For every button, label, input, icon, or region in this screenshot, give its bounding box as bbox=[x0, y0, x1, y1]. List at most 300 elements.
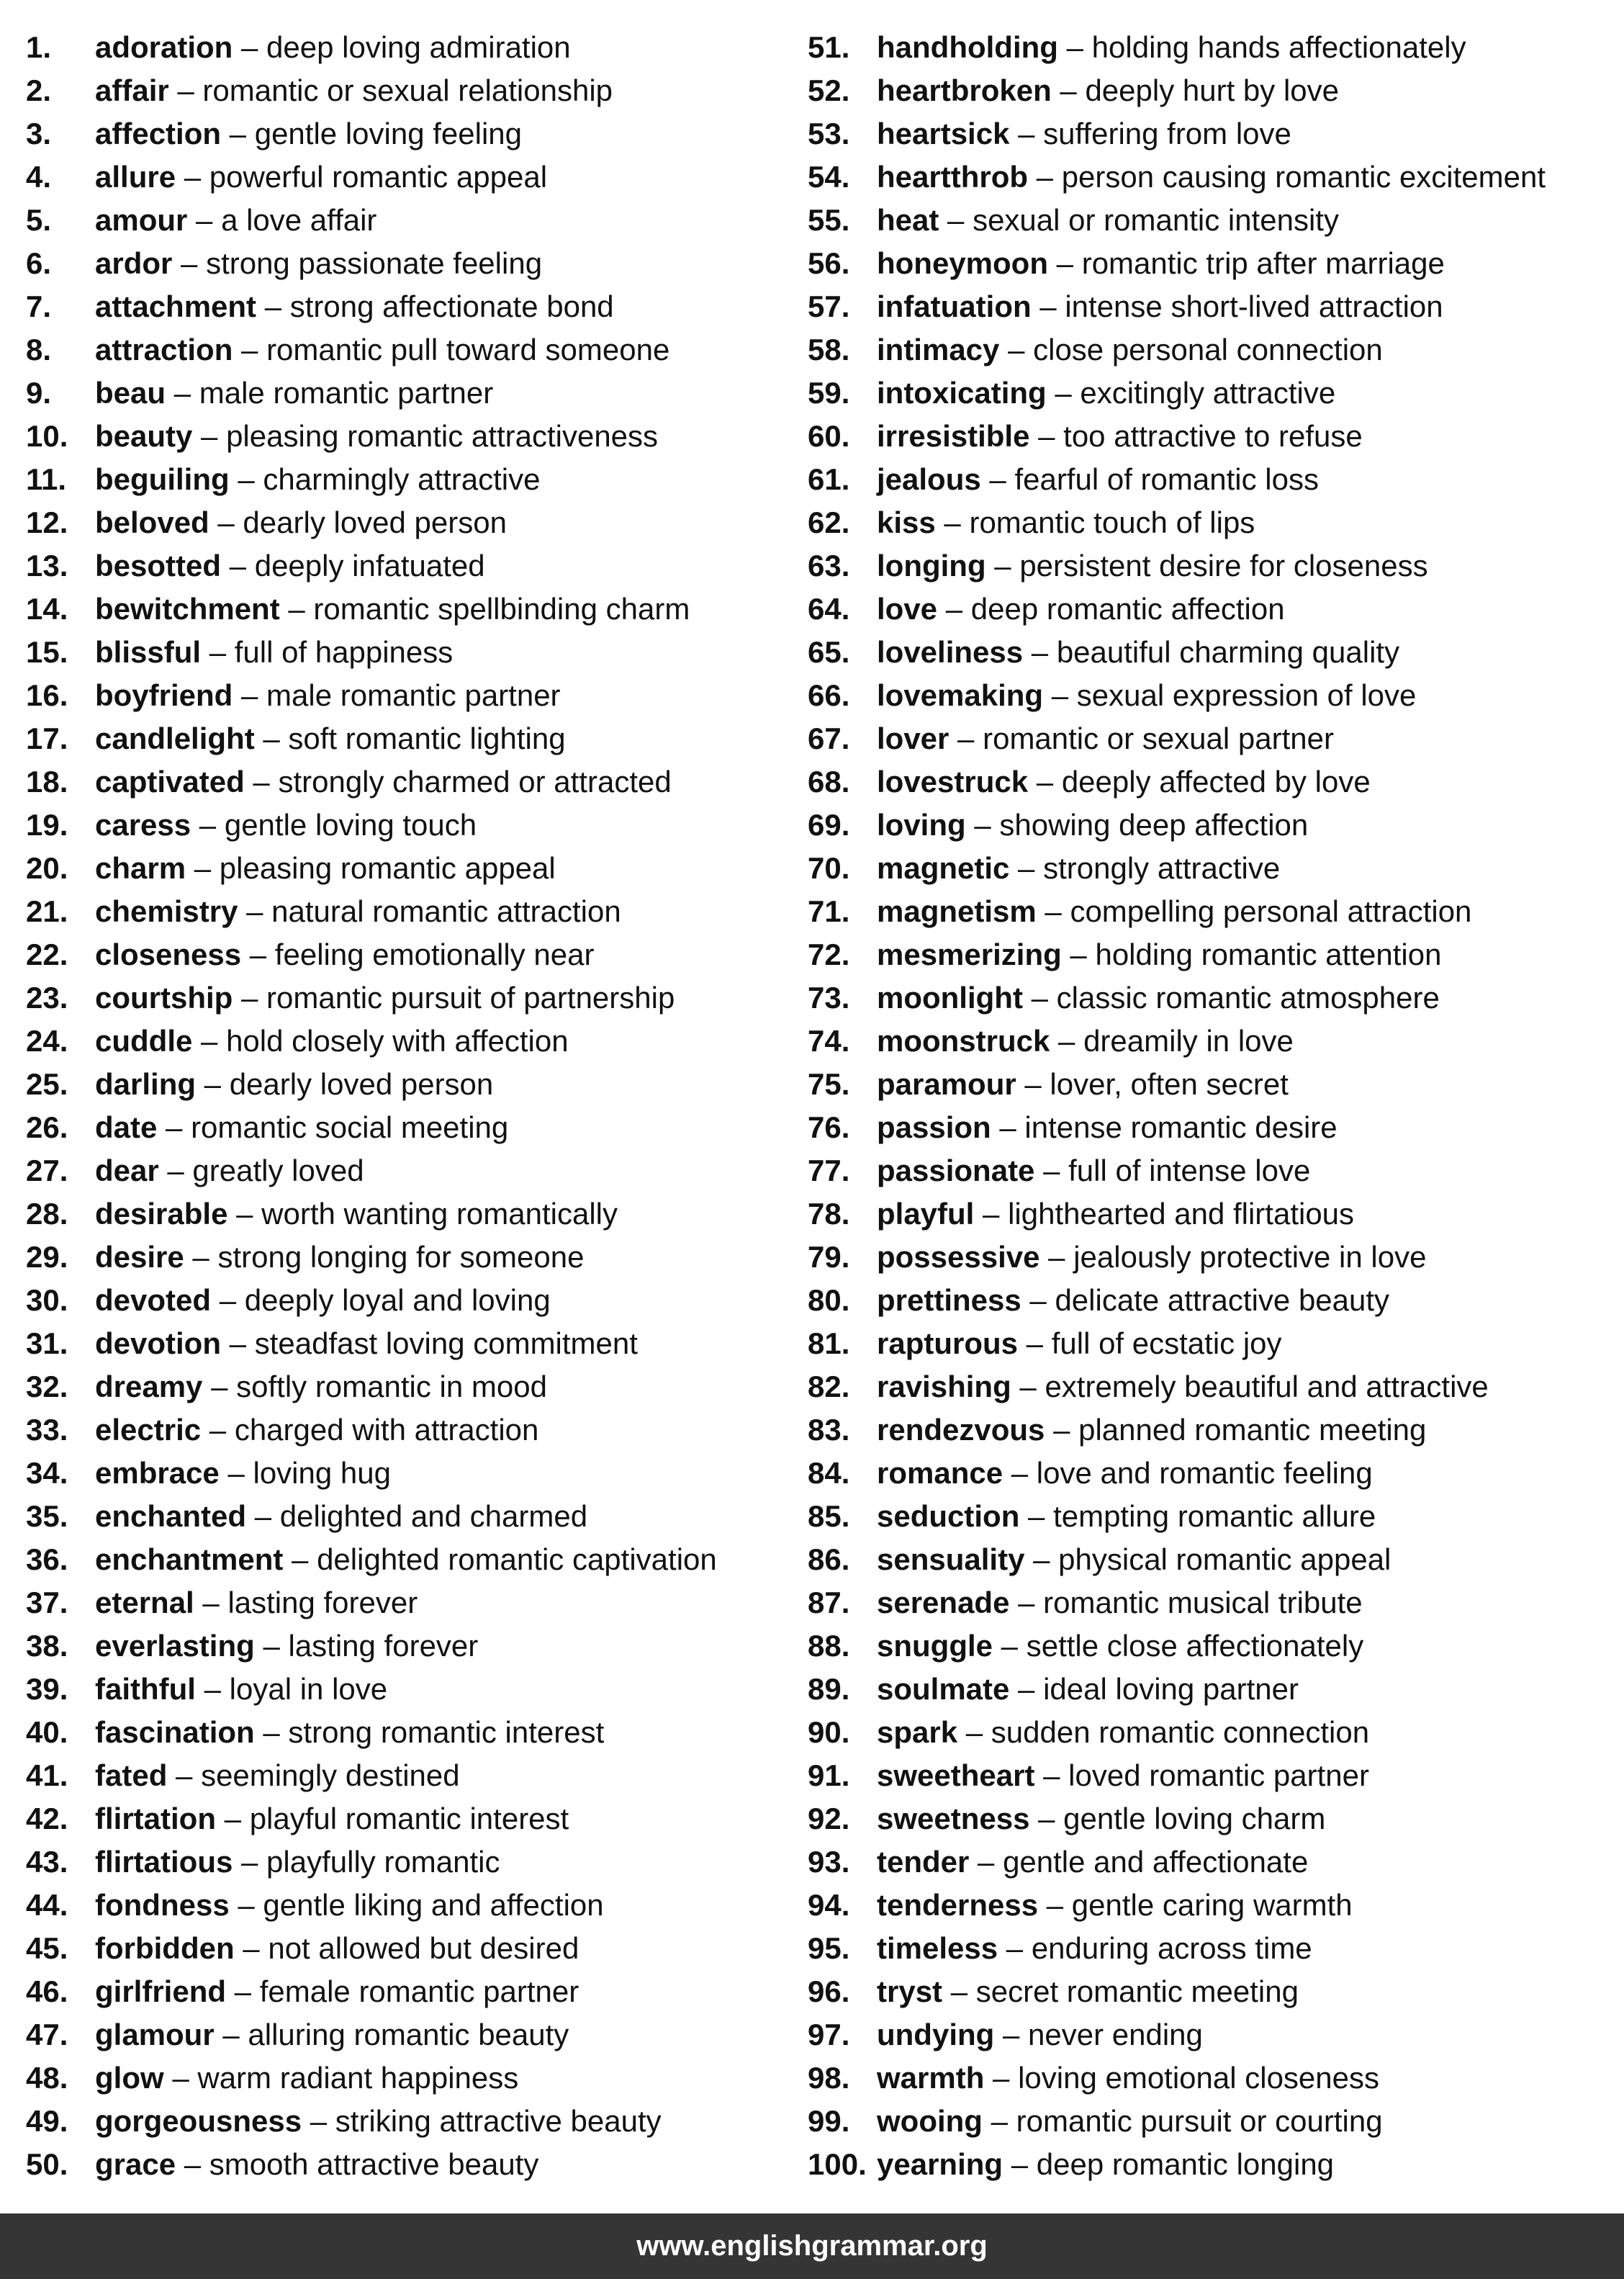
item-definition: strong longing for someone bbox=[217, 1240, 585, 1274]
list-item bbox=[808, 544, 1592, 588]
item-separator: – bbox=[168, 73, 203, 107]
list-item bbox=[26, 156, 811, 199]
item-number: 98. bbox=[808, 2061, 850, 2095]
item-definition: gentle liking and affection bbox=[263, 1888, 604, 1922]
footer-url[interactable]: www.englishgrammar.org bbox=[636, 2230, 988, 2262]
item-term: longing bbox=[877, 549, 986, 583]
item-number: 66. bbox=[808, 678, 850, 712]
item-term: ardor bbox=[95, 246, 173, 280]
item-term: desirable bbox=[95, 1197, 228, 1231]
item-term: desire bbox=[95, 1240, 184, 1274]
item-definition: showing deep affection bbox=[999, 808, 1309, 842]
item-separator: – bbox=[221, 1326, 255, 1360]
item-number: 34. bbox=[26, 1456, 68, 1490]
list-item bbox=[808, 1106, 1592, 1149]
item-separator: – bbox=[234, 1931, 269, 1965]
item-definition: warm radiant happiness bbox=[197, 2061, 519, 2095]
item-term: darling bbox=[95, 1067, 197, 1101]
item-term: allure bbox=[95, 160, 176, 194]
list-item bbox=[808, 1624, 1592, 1668]
item-definition: deep romantic longing bbox=[1036, 2147, 1335, 2181]
item-number: 36. bbox=[26, 1542, 68, 1576]
item-number: 82. bbox=[808, 1370, 850, 1403]
item-term: forbidden bbox=[95, 1931, 235, 1965]
item-term: girlfriend bbox=[95, 1974, 227, 2008]
item-term: date bbox=[95, 1110, 158, 1144]
item-term: wooing bbox=[877, 2104, 983, 2138]
item-separator: – bbox=[1009, 117, 1044, 150]
item-number: 76. bbox=[808, 1110, 850, 1144]
item-number: 41. bbox=[26, 1758, 68, 1792]
item-number: 25. bbox=[26, 1067, 68, 1101]
item-separator: – bbox=[176, 160, 209, 194]
item-number: 4. bbox=[26, 160, 52, 194]
item-number: 19. bbox=[26, 808, 68, 842]
item-term: glamour bbox=[95, 2018, 215, 2051]
item-separator: – bbox=[1009, 1586, 1044, 1619]
footer-bar bbox=[0, 2213, 1624, 2279]
item-number: 37. bbox=[26, 1586, 68, 1619]
item-number: 97. bbox=[808, 2018, 850, 2051]
item-term: ravishing bbox=[877, 1370, 1011, 1403]
item-number: 74. bbox=[808, 1024, 850, 1058]
list-item bbox=[26, 242, 811, 285]
item-number: 38. bbox=[26, 1629, 68, 1663]
item-number: 83. bbox=[808, 1413, 850, 1447]
item-term: eternal bbox=[95, 1586, 194, 1619]
item-definition: dearly loved person bbox=[243, 505, 507, 539]
item-definition: sexual or romantic intensity bbox=[973, 203, 1339, 237]
item-number: 29. bbox=[26, 1240, 68, 1274]
item-definition: romantic pursuit of partnership bbox=[266, 981, 675, 1015]
list-item bbox=[26, 1322, 811, 1365]
item-definition: delighted romantic captivation bbox=[317, 1542, 717, 1576]
item-separator: – bbox=[187, 203, 222, 237]
item-separator: – bbox=[965, 808, 1000, 842]
item-separator: – bbox=[201, 1413, 235, 1447]
item-term: moonlight bbox=[877, 981, 1023, 1015]
item-definition: a love affair bbox=[221, 203, 377, 237]
item-number: 53. bbox=[808, 117, 850, 150]
item-term: sensuality bbox=[877, 1542, 1025, 1576]
item-number: 64. bbox=[808, 592, 850, 626]
item-separator: – bbox=[1043, 678, 1077, 712]
item-term: heartsick bbox=[877, 117, 1010, 150]
item-separator: – bbox=[214, 2018, 248, 2051]
item-definition: classic romantic atmosphere bbox=[1056, 981, 1440, 1015]
item-separator: – bbox=[192, 1024, 227, 1058]
item-separator: – bbox=[221, 117, 255, 150]
item-separator: – bbox=[246, 1499, 280, 1533]
item-definition: intense short-lived attraction bbox=[1065, 289, 1443, 323]
item-number: 17. bbox=[26, 722, 68, 755]
list-item bbox=[808, 631, 1592, 674]
item-separator: – bbox=[998, 1931, 1032, 1965]
item-term: serenade bbox=[877, 1586, 1010, 1619]
item-number: 67. bbox=[808, 722, 850, 755]
item-term: rapturous bbox=[877, 1326, 1019, 1360]
item-number: 88. bbox=[808, 1629, 850, 1663]
item-term: adoration bbox=[95, 30, 233, 64]
item-term: snuggle bbox=[877, 1629, 993, 1663]
item-separator: – bbox=[1028, 160, 1062, 194]
item-definition: soft romantic lighting bbox=[288, 722, 566, 755]
list-item bbox=[26, 1192, 811, 1236]
item-term: heat bbox=[877, 203, 939, 237]
list-item bbox=[808, 760, 1592, 804]
item-term: playful bbox=[877, 1197, 975, 1231]
item-term: infatuation bbox=[877, 289, 1032, 323]
item-number: 31. bbox=[26, 1326, 68, 1360]
item-term: irresistible bbox=[877, 419, 1030, 453]
item-definition: softly romantic in mood bbox=[236, 1370, 547, 1403]
item-separator: – bbox=[233, 30, 267, 64]
item-term: heartthrob bbox=[877, 160, 1028, 194]
item-separator: – bbox=[1023, 635, 1057, 669]
item-term: grace bbox=[95, 2147, 176, 2181]
item-term: passion bbox=[877, 1110, 991, 1144]
item-definition: planned romantic meeting bbox=[1078, 1413, 1427, 1447]
vocabulary-list-left bbox=[26, 26, 811, 2186]
list-item bbox=[26, 1711, 811, 1754]
item-separator: – bbox=[1003, 2147, 1037, 2181]
list-item bbox=[26, 1797, 811, 1840]
item-definition: love and romantic feeling bbox=[1036, 1456, 1373, 1490]
item-term: beauty bbox=[95, 419, 193, 453]
list-item bbox=[26, 112, 811, 156]
item-definition: loving emotional closeness bbox=[1018, 2061, 1380, 2095]
item-separator: – bbox=[1028, 765, 1062, 799]
item-number: 51. bbox=[808, 30, 850, 64]
item-term: everlasting bbox=[95, 1629, 255, 1663]
item-number: 73. bbox=[808, 981, 850, 1015]
list-item bbox=[26, 631, 811, 674]
list-item bbox=[26, 976, 811, 1020]
item-definition: holding romantic attention bbox=[1095, 938, 1442, 971]
item-separator: – bbox=[991, 1110, 1025, 1144]
item-term: yearning bbox=[877, 2147, 1003, 2181]
item-separator: – bbox=[1046, 376, 1081, 410]
item-term: prettiness bbox=[877, 1283, 1021, 1317]
item-number: 100. bbox=[808, 2147, 867, 2181]
item-term: dear bbox=[95, 1154, 159, 1187]
item-term: cuddle bbox=[95, 1024, 193, 1058]
list-item bbox=[26, 847, 811, 890]
item-separator: – bbox=[969, 1845, 1003, 1879]
item-number: 2. bbox=[26, 73, 52, 107]
item-definition: deeply affected by love bbox=[1061, 765, 1371, 799]
item-separator: – bbox=[1048, 246, 1082, 280]
item-definition: deeply hurt by love bbox=[1085, 73, 1339, 107]
list-item bbox=[26, 328, 811, 372]
list-item bbox=[808, 415, 1592, 458]
item-definition: holding hands affectionately bbox=[1091, 30, 1466, 64]
item-definition: romantic pull toward someone bbox=[266, 333, 670, 367]
item-term: loving bbox=[877, 808, 966, 842]
item-definition: gentle loving touch bbox=[224, 808, 477, 842]
list-item bbox=[26, 1365, 811, 1408]
item-term: courtship bbox=[95, 981, 233, 1015]
item-term: timeless bbox=[877, 1931, 998, 1965]
item-number: 60. bbox=[808, 419, 850, 453]
item-separator: – bbox=[186, 851, 220, 885]
item-number: 75. bbox=[808, 1067, 850, 1101]
list-item bbox=[808, 285, 1592, 328]
item-number: 21. bbox=[26, 894, 68, 928]
item-term: closeness bbox=[95, 938, 242, 971]
item-term: embrace bbox=[95, 1456, 220, 1490]
item-number: 9. bbox=[26, 376, 52, 410]
item-separator: – bbox=[254, 1629, 289, 1663]
list-item bbox=[808, 1365, 1592, 1408]
item-term: soulmate bbox=[877, 1672, 1010, 1706]
item-separator: – bbox=[1009, 1672, 1044, 1706]
list-item bbox=[26, 1452, 811, 1495]
item-term: gorgeousness bbox=[95, 2104, 302, 2138]
list-item bbox=[26, 1063, 811, 1106]
item-number: 8. bbox=[26, 333, 52, 367]
list-item bbox=[26, 1668, 811, 1711]
item-number: 84. bbox=[808, 1456, 850, 1490]
item-separator: – bbox=[191, 808, 225, 842]
item-definition: sexual expression of love bbox=[1076, 678, 1417, 712]
list-item bbox=[26, 2013, 811, 2057]
item-separator: – bbox=[221, 549, 255, 583]
item-number: 15. bbox=[26, 635, 68, 669]
item-number: 72. bbox=[808, 938, 850, 971]
list-item bbox=[26, 1927, 811, 1970]
list-item bbox=[26, 69, 811, 112]
item-definition: intense romantic desire bbox=[1024, 1110, 1337, 1144]
item-separator: – bbox=[993, 1629, 1027, 1663]
item-definition: greatly loved bbox=[192, 1154, 364, 1187]
list-item bbox=[26, 890, 811, 933]
item-separator: – bbox=[256, 289, 290, 323]
item-number: 32. bbox=[26, 1370, 68, 1403]
item-separator: – bbox=[1019, 1499, 1054, 1533]
item-definition: deeply infatuated bbox=[254, 549, 485, 583]
item-separator: – bbox=[1061, 938, 1096, 971]
item-term: beau bbox=[95, 376, 166, 410]
item-number: 1. bbox=[26, 30, 52, 64]
item-definition: compelling personal attraction bbox=[1070, 894, 1472, 928]
item-separator: – bbox=[302, 2104, 335, 2138]
item-separator: – bbox=[1051, 73, 1086, 107]
item-number: 58. bbox=[808, 333, 850, 367]
item-definition: loved romantic partner bbox=[1068, 1758, 1370, 1792]
list-item bbox=[26, 1754, 811, 1797]
item-number: 33. bbox=[26, 1413, 68, 1447]
item-definition: romantic or sexual partner bbox=[983, 722, 1334, 755]
item-number: 59. bbox=[808, 376, 850, 410]
item-number: 16. bbox=[26, 678, 68, 712]
item-definition: not allowed but desired bbox=[268, 1931, 579, 1965]
list-item bbox=[26, 458, 811, 501]
vocabulary-list-right bbox=[808, 26, 1592, 2186]
list-item bbox=[808, 1149, 1592, 1192]
item-separator: – bbox=[254, 1715, 289, 1749]
item-separator: – bbox=[1029, 1802, 1064, 1835]
item-definition: lasting forever bbox=[227, 1586, 418, 1619]
item-number: 6. bbox=[26, 246, 52, 280]
item-term: sweetness bbox=[877, 1802, 1030, 1835]
list-item bbox=[808, 1970, 1592, 2013]
list-item bbox=[26, 199, 811, 242]
item-term: fondness bbox=[95, 1888, 230, 1922]
item-definition: strong affectionate bond bbox=[289, 289, 614, 323]
item-number: 24. bbox=[26, 1024, 68, 1058]
item-separator: – bbox=[209, 505, 243, 539]
item-number: 42. bbox=[26, 1802, 68, 1835]
item-separator: – bbox=[935, 505, 970, 539]
item-number: 47. bbox=[26, 2018, 68, 2051]
item-term: fascination bbox=[95, 1715, 255, 1749]
item-term: electric bbox=[95, 1413, 202, 1447]
item-term: tenderness bbox=[877, 1888, 1039, 1922]
item-separator: – bbox=[202, 1370, 237, 1403]
item-number: 23. bbox=[26, 981, 68, 1015]
item-term: flirtation bbox=[95, 1802, 216, 1835]
item-separator: – bbox=[233, 981, 267, 1015]
item-definition: delicate attractive beauty bbox=[1055, 1283, 1390, 1317]
item-definition: secret romantic meeting bbox=[975, 1974, 1299, 2008]
list-item bbox=[26, 717, 811, 760]
item-definition: gentle loving charm bbox=[1063, 1802, 1326, 1835]
list-item bbox=[808, 2143, 1592, 2186]
list-item bbox=[808, 1754, 1592, 1797]
item-number: 44. bbox=[26, 1888, 68, 1922]
list-item bbox=[808, 588, 1592, 631]
list-item bbox=[26, 1970, 811, 2013]
item-separator: – bbox=[233, 678, 267, 712]
item-definition: lover, often secret bbox=[1050, 1067, 1289, 1101]
item-definition: deeply loyal and loving bbox=[244, 1283, 551, 1317]
item-definition: dearly loved person bbox=[229, 1067, 494, 1101]
list-item bbox=[808, 458, 1592, 501]
list-item bbox=[808, 933, 1592, 976]
item-number: 13. bbox=[26, 549, 68, 583]
item-separator: – bbox=[157, 1110, 191, 1144]
item-definition: worth wanting romantically bbox=[261, 1197, 618, 1231]
item-term: affair bbox=[95, 73, 169, 107]
item-term: amour bbox=[95, 203, 188, 237]
list-item bbox=[808, 1840, 1592, 1884]
item-definition: seemingly destined bbox=[201, 1758, 460, 1792]
item-number: 28. bbox=[26, 1197, 68, 1231]
item-separator: – bbox=[194, 1586, 228, 1619]
item-term: boyfriend bbox=[95, 678, 233, 712]
item-number: 57. bbox=[808, 289, 850, 323]
item-number: 94. bbox=[808, 1888, 850, 1922]
item-definition: romantic touch of lips bbox=[969, 505, 1255, 539]
item-number: 55. bbox=[808, 203, 850, 237]
item-separator: – bbox=[994, 2018, 1029, 2051]
list-item bbox=[808, 156, 1592, 199]
item-number: 99. bbox=[808, 2104, 850, 2138]
item-separator: – bbox=[176, 2147, 209, 2181]
item-term: possessive bbox=[877, 1240, 1040, 1274]
item-definition: feeling emotionally near bbox=[274, 938, 595, 971]
item-number: 3. bbox=[26, 117, 52, 150]
item-term: tryst bbox=[877, 1974, 943, 2008]
item-number: 95. bbox=[808, 1931, 850, 1965]
item-separator: – bbox=[241, 938, 275, 971]
item-term: caress bbox=[95, 808, 191, 842]
item-number: 52. bbox=[808, 73, 850, 107]
item-term: handholding bbox=[877, 30, 1058, 64]
item-number: 90. bbox=[808, 1715, 850, 1749]
item-term: candlelight bbox=[95, 722, 255, 755]
item-separator: – bbox=[219, 1456, 253, 1490]
list-item bbox=[26, 1495, 811, 1538]
item-definition: natural romantic attraction bbox=[271, 894, 621, 928]
item-definition: alluring romantic beauty bbox=[248, 2018, 569, 2051]
item-number: 91. bbox=[808, 1758, 850, 1792]
item-separator: – bbox=[985, 549, 1020, 583]
list-item bbox=[26, 1106, 811, 1149]
list-item bbox=[26, 760, 811, 804]
item-definition: strongly charmed or attracted bbox=[278, 765, 672, 799]
item-definition: excitingly attractive bbox=[1080, 376, 1336, 410]
item-term: kiss bbox=[877, 505, 936, 539]
list-item bbox=[808, 1020, 1592, 1063]
item-number: 89. bbox=[808, 1672, 850, 1706]
item-definition: extremely beautiful and attractive bbox=[1045, 1370, 1489, 1403]
item-number: 77. bbox=[808, 1154, 850, 1187]
item-term: honeymoon bbox=[877, 246, 1048, 280]
item-term: devotion bbox=[95, 1326, 221, 1360]
item-term: beloved bbox=[95, 505, 209, 539]
item-separator: – bbox=[226, 1974, 260, 2008]
item-definition: fearful of romantic loss bbox=[1014, 462, 1319, 496]
item-number: 81. bbox=[808, 1326, 850, 1360]
item-term: enchanted bbox=[95, 1499, 247, 1533]
item-number: 70. bbox=[808, 851, 850, 885]
item-number: 50. bbox=[26, 2147, 68, 2181]
list-item bbox=[808, 976, 1592, 1020]
item-number: 78. bbox=[808, 1197, 850, 1231]
item-term: bewitchment bbox=[95, 592, 280, 626]
item-number: 26. bbox=[26, 1110, 68, 1144]
item-number: 46. bbox=[26, 1974, 68, 2008]
item-number: 7. bbox=[26, 289, 52, 323]
item-term: paramour bbox=[877, 1067, 1016, 1101]
item-separator: – bbox=[1045, 1413, 1079, 1447]
item-definition: sudden romantic connection bbox=[991, 1715, 1370, 1749]
item-separator: – bbox=[1022, 981, 1057, 1015]
item-number: 5. bbox=[26, 203, 52, 237]
item-number: 96. bbox=[808, 1974, 850, 2008]
item-number: 68. bbox=[808, 765, 850, 799]
item-number: 40. bbox=[26, 1715, 68, 1749]
item-separator: – bbox=[227, 1197, 262, 1231]
item-separator: – bbox=[196, 1067, 230, 1101]
item-number: 49. bbox=[26, 2104, 68, 2138]
item-separator: – bbox=[1024, 1542, 1059, 1576]
item-term: intimacy bbox=[877, 333, 1000, 367]
list-item bbox=[26, 1581, 811, 1624]
item-number: 85. bbox=[808, 1499, 850, 1533]
item-term: attachment bbox=[95, 289, 257, 323]
item-number: 18. bbox=[26, 765, 68, 799]
list-item bbox=[26, 1020, 811, 1063]
item-definition: strong romantic interest bbox=[288, 1715, 605, 1749]
item-number: 87. bbox=[808, 1586, 850, 1619]
list-item bbox=[808, 1063, 1592, 1106]
item-term: attraction bbox=[95, 333, 233, 367]
item-separator: – bbox=[1050, 1024, 1084, 1058]
item-separator: – bbox=[279, 592, 314, 626]
